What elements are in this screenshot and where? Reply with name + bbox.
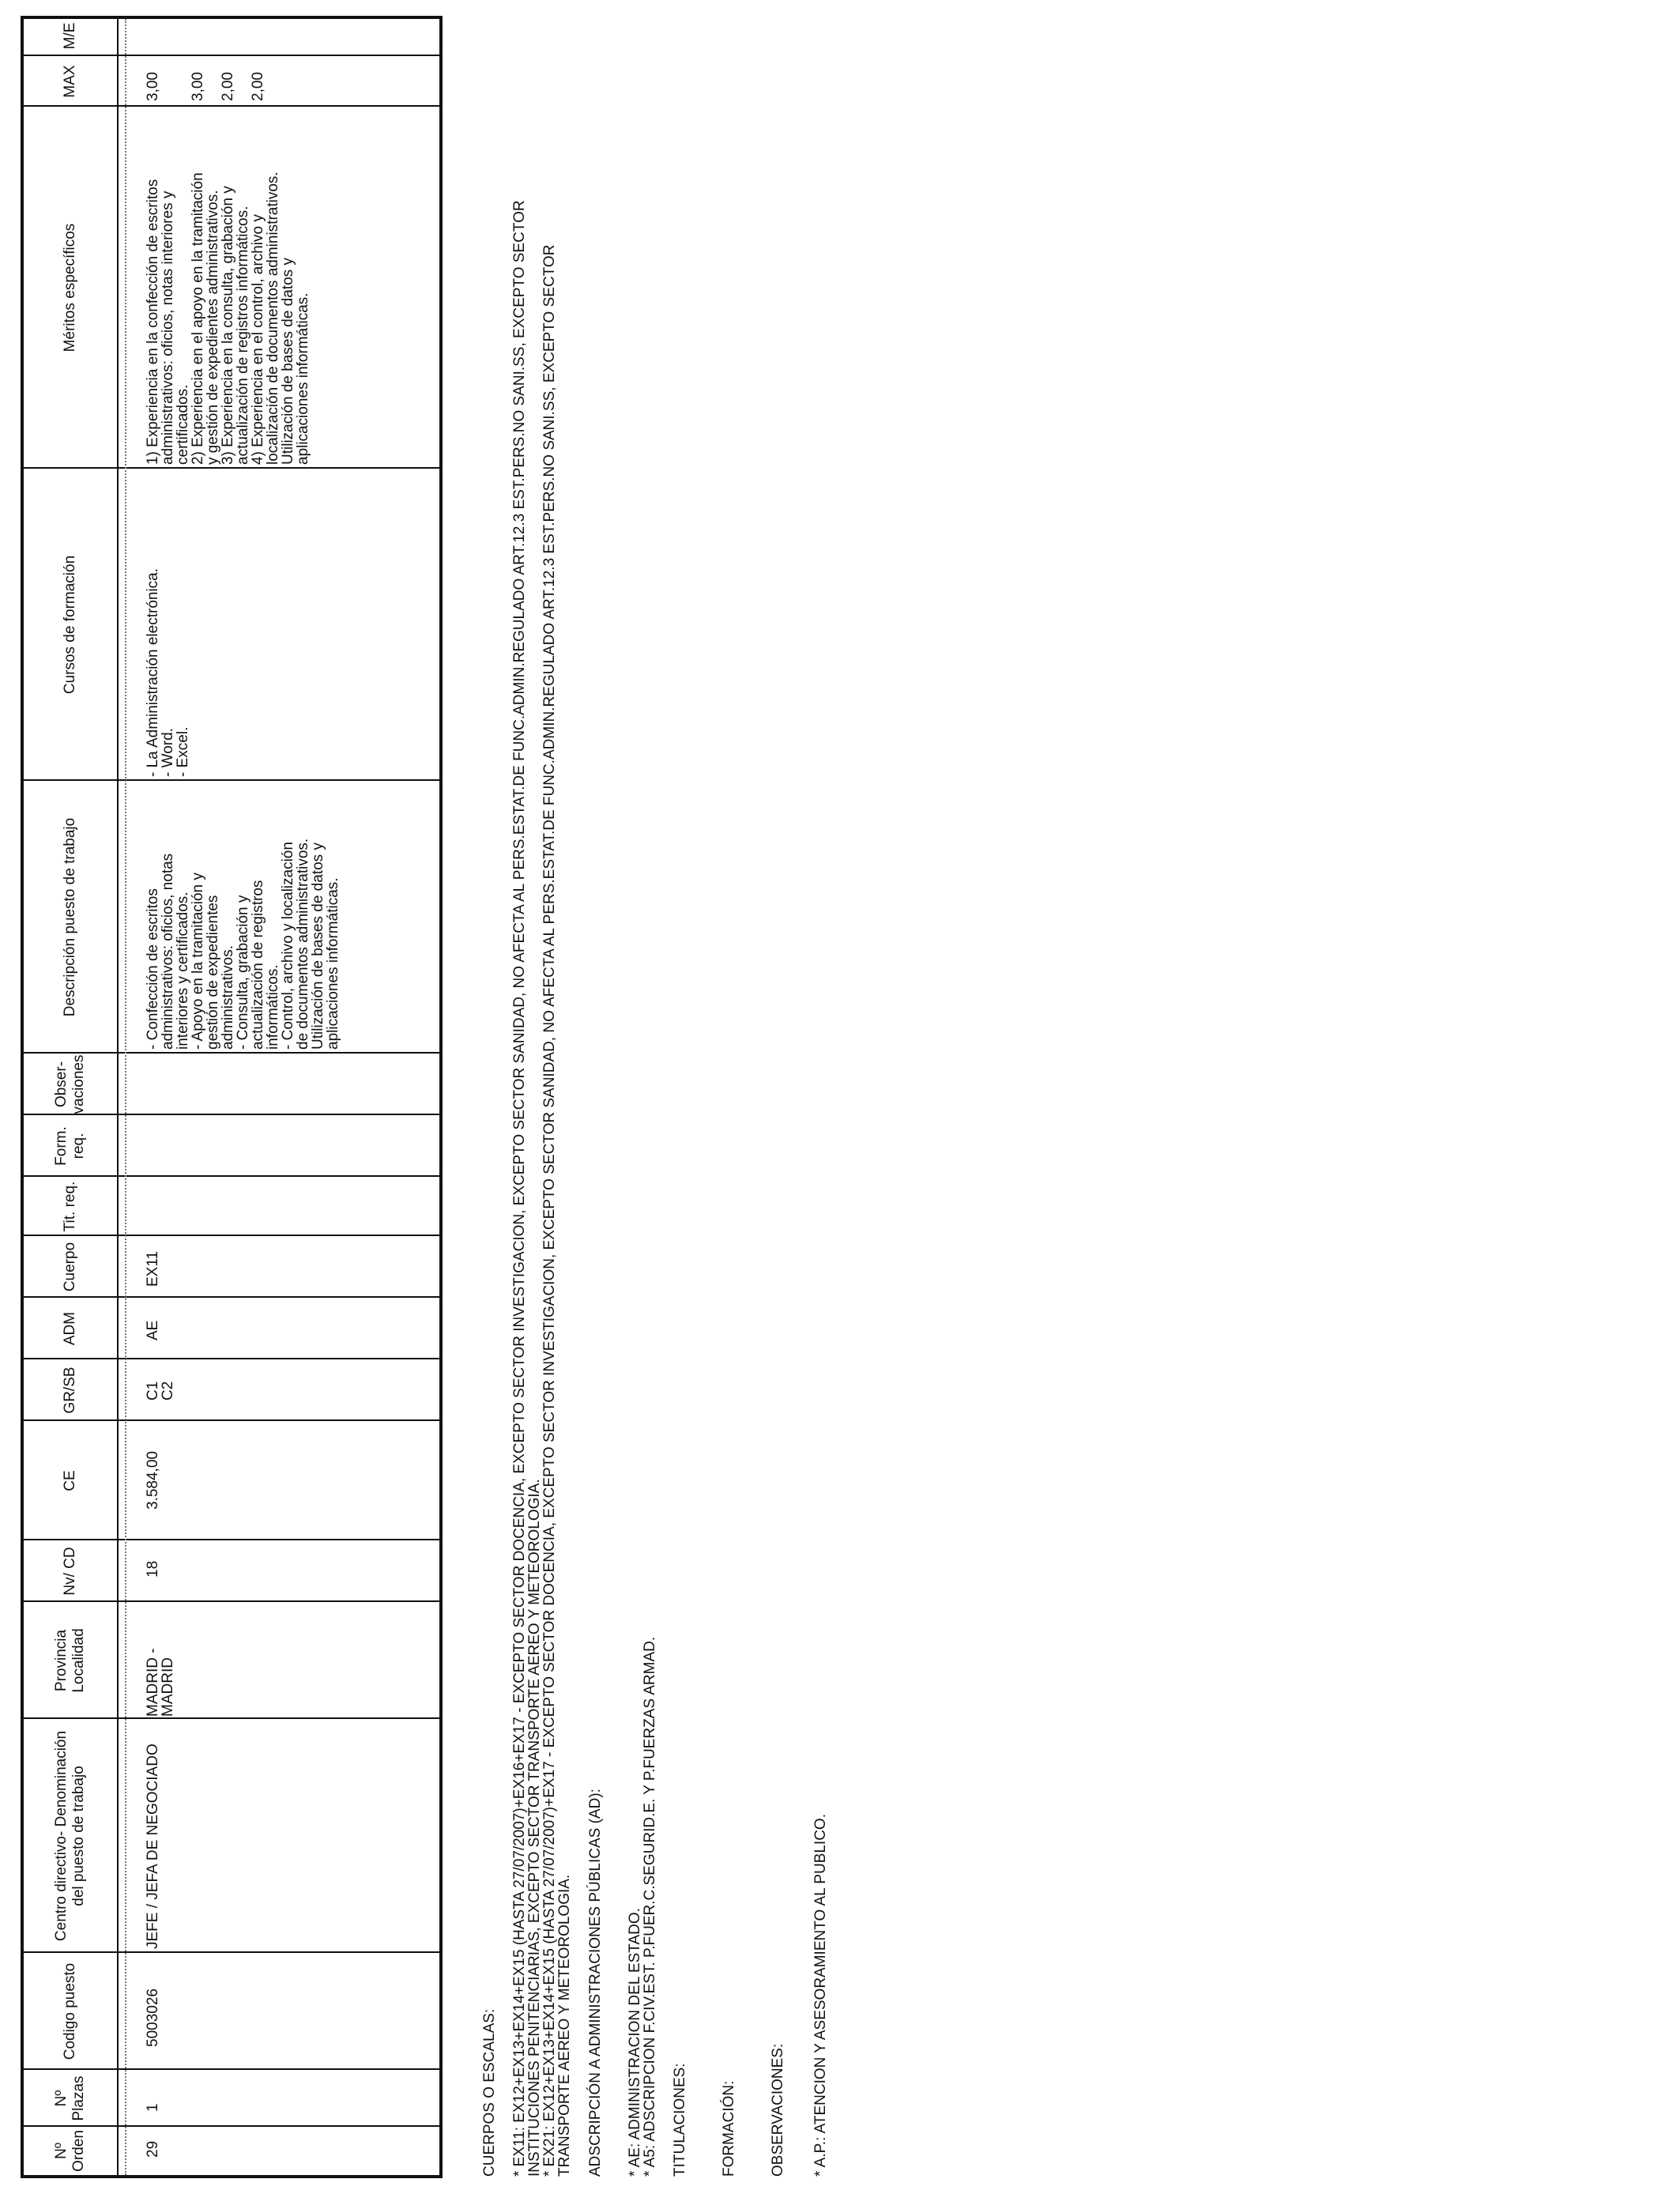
- merito-max: 2,00: [220, 72, 236, 101]
- header-grupo: GR/SB: [62, 1367, 78, 1414]
- header-form: Form. req.: [53, 1126, 87, 1166]
- job-positions-table: [21, 16, 443, 2178]
- cell-grupo: C1 C2: [145, 1381, 176, 1400]
- cell-adm: AE: [145, 1320, 161, 1340]
- cell-plazas: 1: [145, 2103, 161, 2112]
- header-dotted-rule: [125, 19, 126, 2175]
- adscripcion-title: ADSCRIPCIÓN A ADMINISTRACIONES PÚBLICAS (AD):: [587, 1789, 604, 2177]
- header-ce: CE: [62, 1470, 78, 1491]
- header-plazas: Nº Plazas: [53, 2075, 87, 2121]
- header-adm: ADM: [62, 1311, 78, 1346]
- cell-descripcion: - Confección de escritos administrativos: oficios, notas interiores y certificados. - Apoyo en la tramitación y gestión de expedientes administrativos. - Consulta, grabación y actualización de registros informáticos. - Control, archivo y localización de documentos administrativos. Utilización de bases de datos y aplicaciones informáticas.: [145, 838, 341, 1050]
- header-centro: Centro directivo- Denominación del puesto de trabajo: [53, 1730, 87, 1942]
- header-orden: Nº Orden: [53, 2130, 87, 2172]
- merito-item: 4) Experiencia en el control, archivo y localización de documentos administrativos. Utilización de bases de datos y aplicaciones informáticas.: [250, 172, 311, 465]
- meritos-list: [145, 109, 311, 465]
- adscripcion-ae: * AE: ADMINISTRACION DEL ESTADO.: [627, 1908, 643, 2177]
- merito-max: 3,00: [190, 72, 206, 101]
- header-max: MAX: [62, 65, 78, 98]
- cell-provincia: MADRID - MADRID: [145, 1648, 176, 1717]
- header-meritos: Méritos específicos: [62, 223, 78, 352]
- header-descripcion: Descripción puesto de trabajo: [62, 817, 78, 1017]
- merito-item: 3) Experiencia en la consulta, grabación y actualización de registros informáticos.: [220, 186, 251, 465]
- cell-nivel: 18: [145, 1560, 161, 1578]
- header-obs: Obser- vaciones: [53, 1054, 87, 1114]
- cuerpos-ex21: * EX21: EX12+EX13+EX14+EX15 (HASTA 27/07/2007)+EX17 - EXCEPTO SECTOR DOCENCIA, EXCEPTO SECTOR INVESTIGACION, EXCEPTO SECTOR SANIDAD, NO AFECTA AL PERS.ESTAT.DE FUNC.ADMIN.REGULADO ART.12.3 EST.PERS.NO SANI.SS, EXCEPTO SECTOR TRANSPORTE AEREO Y METEOROLOGIA.: [541, 244, 573, 2177]
- header-rule: [117, 19, 119, 2175]
- merito-max: 2,00: [250, 72, 266, 101]
- cell-cuerpo: EX11: [145, 1250, 161, 1287]
- observaciones-ap: * A.P.: ATENCION Y ASESORAMIENTO AL PUBLICO.: [812, 1814, 829, 2177]
- cell-ce: 3.584,00: [145, 1451, 161, 1510]
- merito-item: 2) Experiencia en el apoyo en la tramitación y gestión de expedientes administrativos.: [190, 172, 221, 465]
- cell-orden: 29: [145, 2140, 161, 2158]
- header-tit: Tit. req.: [62, 1181, 78, 1232]
- header-cursos: Cursos de formación: [62, 555, 78, 695]
- cuerpos-ex11: * EX11: EX12+EX13+EX14+EX15 (HASTA 27/07/2007)+EX16+EX17 - EXCEPTO SECTOR DOCENCIA, EXCEPTO SECTOR INVESTIGACION, EXCEPTO SECTOR SANIDAD, NO AFECTA AL PERS.ESTAT.DE FUNC.ADMIN.REGULADO ART.12.3 EST.PERS.NO SANI.SS, EXCEPTO SECTOR INSTITUCIONES PENITENCIARIAS, EXCEPTO SECTOR TRANSPORTE AEREO Y METEOROLOGIA.: [511, 200, 543, 2177]
- header-codigo: Codigo puesto: [62, 1962, 78, 2060]
- merito-max: 3,00: [145, 72, 161, 101]
- formacion-title: FORMACIÓN:: [721, 2080, 737, 2177]
- titulaciones-title: TITULACIONES:: [672, 2063, 688, 2177]
- header-nivel: Nv/ CD: [62, 1547, 78, 1596]
- cell-cursos: - La Administración electrónica. - Word. - Excel.: [145, 567, 191, 777]
- header-cuerpo: Cuerpo: [62, 1242, 78, 1292]
- header-me: M/E: [62, 22, 78, 50]
- cell-codigo: 5003026: [145, 1989, 161, 2047]
- merito-item: 1) Experiencia en la confección de escritos administrativos: oficios, notas interiores y certificados.: [145, 179, 191, 465]
- observaciones-title: OBSERVACIONES:: [770, 2043, 786, 2177]
- header-provincia: Provincia Localidad: [53, 1628, 87, 1693]
- cuerpos-title: CUERPOS O ESCALAS:: [481, 2008, 498, 2177]
- cell-centro: JEFE / JEFA DE NEGOCIADO: [145, 1744, 161, 1949]
- adscripcion-a5: * A5: ADSCRIPCION F.CIV.EST. P.FUER.C.SEGURID.E. Y P.FUERZAS ARMAD.: [642, 1636, 658, 2177]
